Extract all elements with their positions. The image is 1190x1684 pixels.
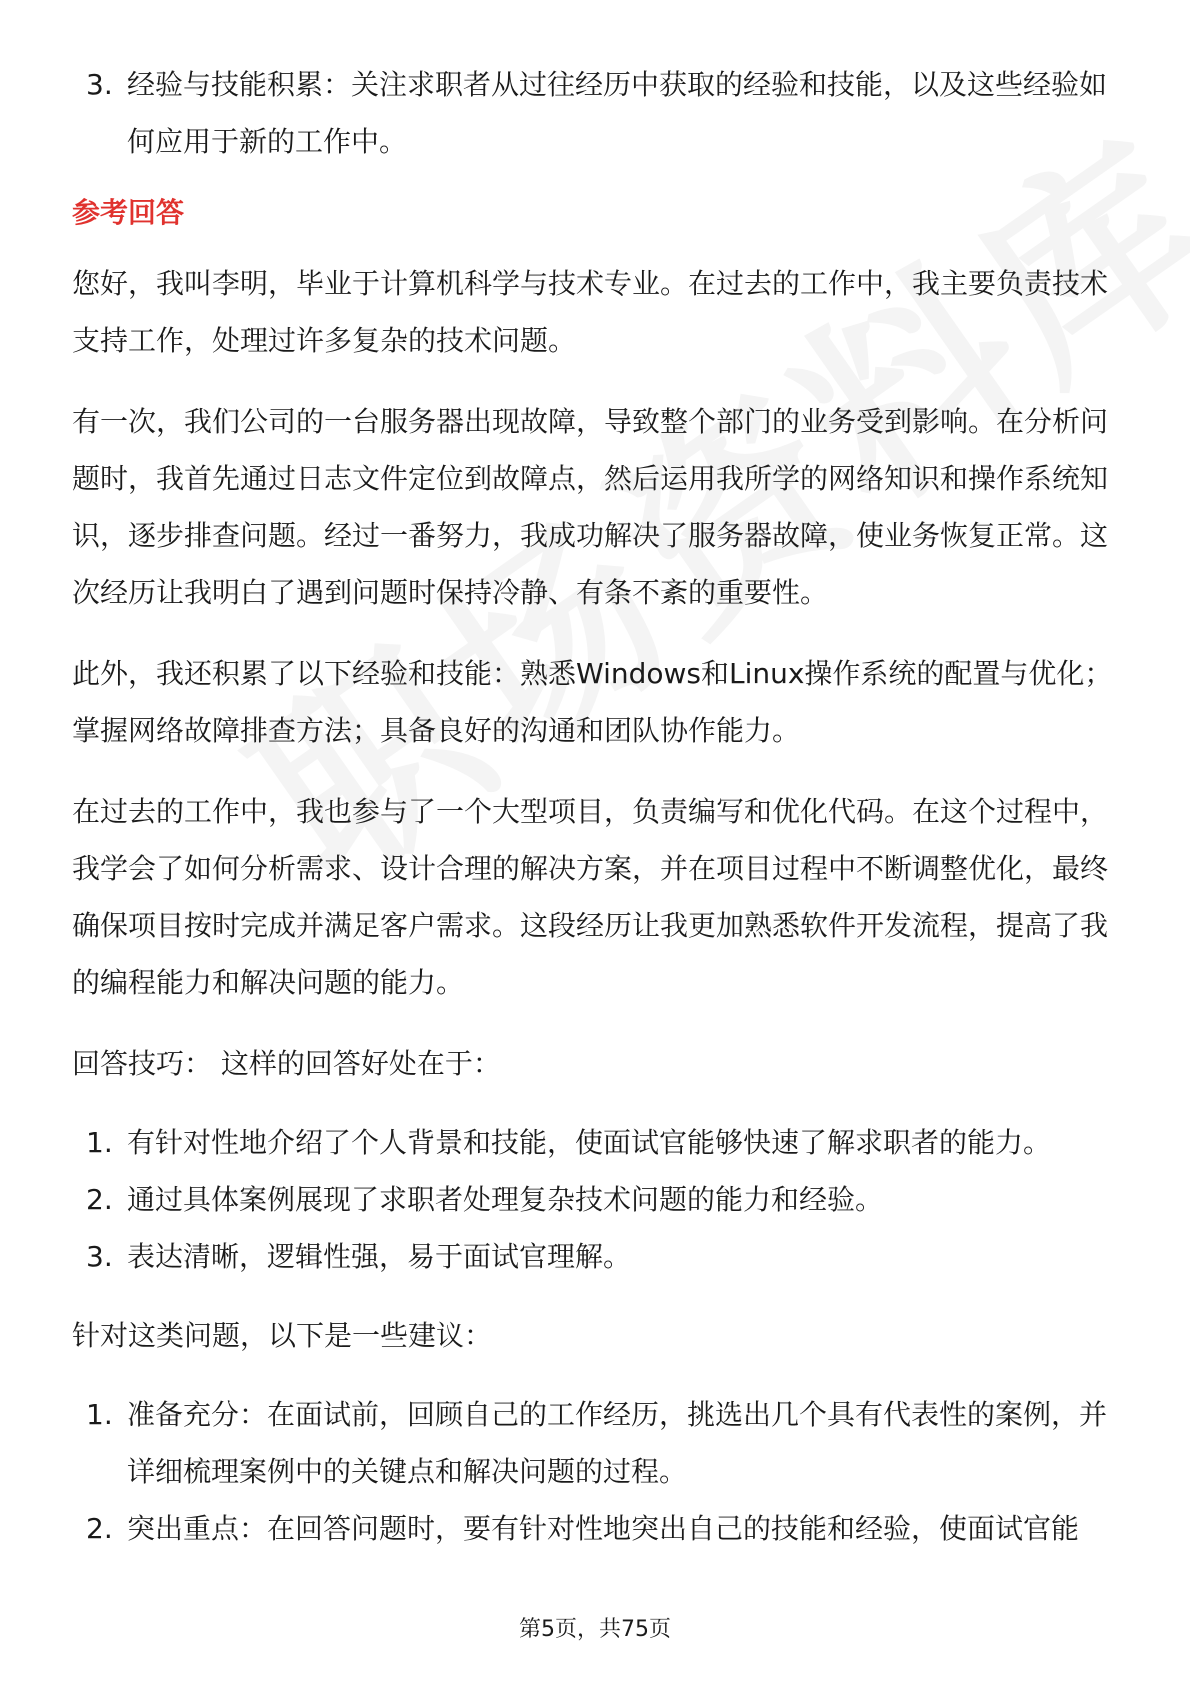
paragraph: 有一次，我们公司的一台服务器出现故障，导致整个部门的业务受到影响。在分析问题时，我首先通过日志文件定位到故障点，然后运用我所学的网络知识和操作系统知识，逐步排查问题。经过一番努力，我成功解决了服务器故障，使业务恢复正常。这次经历让我明白了遇到问题时保持冷静、有条不紊的重要性。 bbox=[72, 405, 1109, 609]
paragraph: 在过去的工作中，我也参与了一个大型项目，负责编写和优化代码。在这个过程中，我学会了如何分析需求、设计合理的解决方案，并在项目过程中不断调整优化，最终确保项目按时完成并满足客户需求。这段经历让我更加熟悉软件开发流程，提高了我的编程能力和解决问题的能力。 bbox=[72, 795, 1109, 999]
list-number: 1. bbox=[86, 1398, 113, 1431]
list-item bbox=[72, 1386, 1117, 1500]
document-page bbox=[72, 62, 1117, 1557]
section-heading: 参考回答 bbox=[72, 196, 185, 229]
list-item bbox=[72, 1171, 1117, 1228]
list-number: 2. bbox=[86, 1183, 113, 1216]
list-number: 1. bbox=[86, 1126, 113, 1159]
list-text: 准备充分：在面试前，回顾自己的工作经历，挑选出几个具有代表性的案例，并详细梳理案例中的关键点和解决问题的过程。 bbox=[127, 1398, 1108, 1488]
paragraph: 此外，我还积累了以下经验和技能：熟悉Windows和Linux操作系统的配置与优化；掌握网络故障排查方法；具备良好的沟通和团队协作能力。 bbox=[72, 657, 1113, 747]
list-item bbox=[72, 1500, 1117, 1557]
tips-list bbox=[72, 1114, 1117, 1285]
list-item bbox=[72, 1228, 1117, 1285]
list-text: 突出重点：在回答问题时，要有针对性地突出自己的技能和经验，使面试官能 bbox=[127, 1512, 1080, 1545]
advice-list bbox=[72, 1386, 1117, 1557]
list-number: 3. bbox=[86, 68, 113, 101]
page-footer: 第5页，共75页 bbox=[519, 1617, 671, 1642]
list-number: 3. bbox=[86, 1240, 113, 1273]
list-text: 有针对性地介绍了个人背景和技能，使面试官能够快速了解求职者的能力。 bbox=[127, 1126, 1052, 1159]
list-item bbox=[72, 1114, 1117, 1171]
paragraph: 您好，我叫李明，毕业于计算机科学与技术专业。在过去的工作中，我主要负责技术支持工作，处理过许多复杂的技术问题。 bbox=[72, 267, 1109, 357]
list-number: 2. bbox=[86, 1512, 113, 1545]
list-text: 经验与技能积累：关注求职者从过往经历中获取的经验和技能，以及这些经验如何应用于新的工作中。 bbox=[127, 68, 1108, 158]
tips-intro: 回答技巧： 这样的回答好处在于： bbox=[72, 1047, 501, 1080]
advice-intro: 针对这类问题，以下是一些建议： bbox=[72, 1319, 493, 1352]
list-item bbox=[72, 56, 1117, 170]
list-text: 表达清晰，逻辑性强，易于面试官理解。 bbox=[127, 1240, 632, 1273]
list-text: 通过具体案例展现了求职者处理复杂技术问题的能力和经验。 bbox=[127, 1183, 884, 1216]
